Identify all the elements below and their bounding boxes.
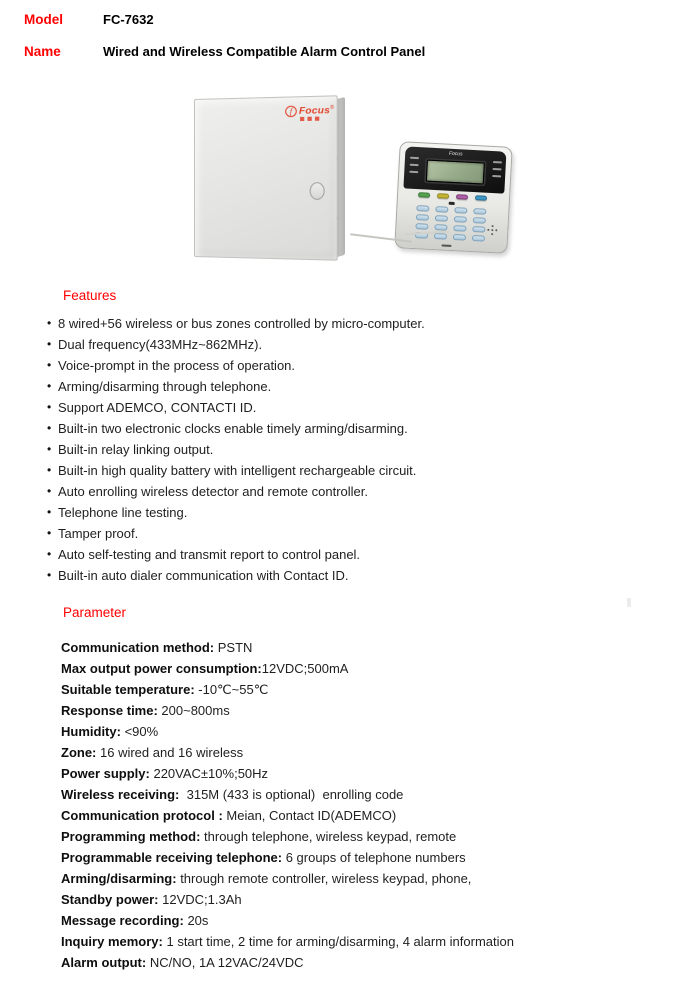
parameter-label: Power supply: [61,766,150,781]
features-heading: Features [63,288,117,303]
feature-item: • Voice-prompt in the process of operation. [58,355,425,376]
key [434,233,447,240]
key [435,206,448,213]
key [453,234,466,241]
parameter-value: 16 wired and 16 wireless [96,745,244,760]
focus-logo-icon: f [285,106,297,118]
disarm-key [437,193,449,199]
parameter-value: 315M (433 is optional) enrolling code [179,787,404,802]
key [453,225,466,232]
indicator-led [449,202,455,205]
parameter-value: through telephone, wireless keypad, remote [200,829,457,844]
feature-item: • Auto enrolling wireless detector and remote controller. [58,481,425,502]
parameter-label: Wireless receiving: [61,787,180,802]
parameter-value: Meian, Contact ID(ADEMCO) [222,808,397,823]
control-panel-box-image [194,91,352,261]
parameter-row [61,805,514,826]
parameter-label: Message recording: [61,913,184,928]
arm-key [418,192,430,198]
focus-logo-text: Focus [298,104,331,117]
feature-item: • Support ADEMCO, CONTACTI ID. [58,397,425,418]
feature-item: • Arming/disarming through telephone. [58,376,425,397]
key [415,223,428,230]
keypad-body [394,141,512,254]
parameter-label: Communication protocol : [61,808,223,823]
parameter-row [61,889,514,910]
parameter-row [61,931,514,952]
key [454,207,467,214]
parameter-row [61,784,514,805]
status-led-labels-right [492,161,502,177]
parameter-row [61,742,514,763]
feature-item: • Built-in high quality battery with intelligent rechargeable circuit. [58,460,425,481]
parameter-value: 12VDC;1.3Ah [158,892,242,907]
parameter-row [61,658,514,679]
key [416,205,429,212]
parameter-label: Humidity: [61,724,121,739]
parameter-row [61,763,514,784]
speaker-grille-icon [487,225,499,237]
feature-item: • Tamper proof. [58,523,425,544]
parameter-value: 200~800ms [157,703,230,718]
registered-mark-icon: ® [330,104,335,112]
name-label: Name [24,44,61,59]
parameter-row [61,679,514,700]
parameter-label: Communication method: [61,640,215,655]
parameter-heading: Parameter [63,605,127,620]
focus-logo-chinese-marks [300,117,319,122]
feature-item: • Built-in relay linking output. [58,439,425,460]
keypad-notch [441,244,451,247]
parameter-row [61,910,514,931]
name-value: Wired and Wireless Compatible Alarm Control Panel [103,44,426,59]
parameter-label: Programming method: [61,829,201,844]
feature-item: • Built-in two electronic clocks enable timely arming/disarming. [58,418,425,439]
parameter-label: Programmable receiving telephone: [61,850,283,865]
model-value: FC-7632 [103,12,154,27]
numeric-keypad [415,205,487,242]
parameter-label: Arming/disarming: [61,871,177,886]
key [473,208,486,215]
key [454,216,467,223]
parameter-label: Suitable temperature: [61,682,195,697]
parameter-row [61,637,514,658]
lcd-screen [426,160,485,185]
keypad-logo: Focus [448,150,463,158]
keypad-display-panel [403,146,506,193]
feature-item: • Auto self-testing and transmit report to control panel. [58,544,425,565]
parameter-label: Standby power: [61,892,159,907]
parameter-value: through remote controller, wireless keypad, phone, [176,871,472,886]
keypad-image [394,141,512,254]
parameter-value: 20s [183,913,209,928]
feature-item: • 8 wired+56 wireless or bus zones controlled by micro-computer. [58,313,425,334]
parameter-value: -10℃~55℃ [194,682,269,697]
parameter-value: 220VAC±10%;50Hz [149,766,269,781]
parameter-value: NC/NO, 1A 12VAC/24VDC [146,955,304,970]
feature-item: • Telephone line testing. [58,502,425,523]
key [435,215,448,222]
function-keys [418,192,487,201]
parameter-value: PSTN [214,640,253,655]
model-label: Model [24,12,63,27]
parameter-row [61,721,514,742]
keyhole [310,182,325,200]
parameter-label: Response time: [61,703,158,718]
parameter-row [61,700,514,721]
key [416,214,429,221]
parameter-row [61,847,514,868]
call-key [475,195,487,201]
key [472,226,485,233]
parameter-label: Zone: [61,745,97,760]
parameter-row [61,952,514,973]
key [473,217,486,224]
feature-list [58,313,425,586]
key [472,235,485,242]
parameter-value: 1 start time, 2 time for arming/disarming, 4 alarm information [162,934,514,949]
parameter-label: Alarm output: [61,955,147,970]
parameter-list [61,637,514,973]
parameter-value: <90% [120,724,159,739]
feature-item: • Dual frequency(433MHz~862MHz). [58,334,425,355]
box-front-door [194,95,338,260]
parameter-value: 12VDC;500mA [261,661,349,676]
status-led-labels-left [409,157,419,173]
parameter-row [61,868,514,889]
parameter-label: Inquiry memory: [61,934,163,949]
stay-key [456,194,468,200]
stray-mark [627,598,631,607]
product-images [0,85,700,265]
parameter-row [61,826,514,847]
parameter-value: 6 groups of telephone numbers [282,850,466,865]
feature-item: • Built-in auto dialer communication with Contact ID. [58,565,425,586]
parameter-label: Max output power consumption: [61,661,262,676]
focus-logo [285,105,334,117]
